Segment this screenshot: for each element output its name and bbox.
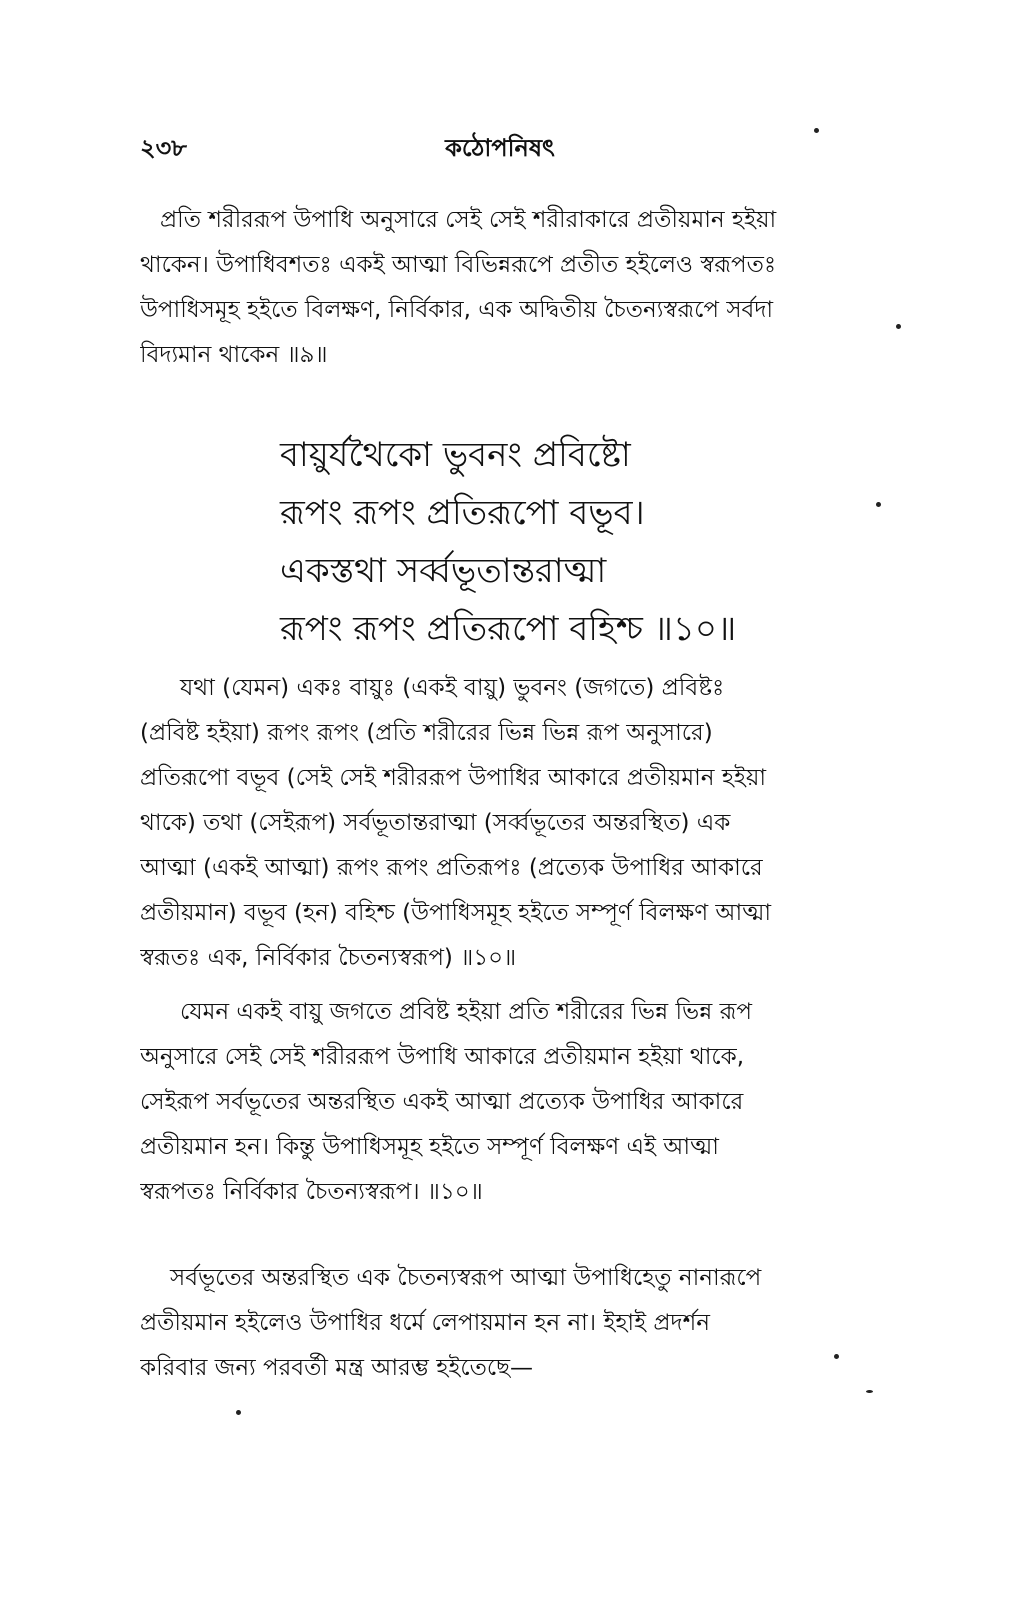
sanskrit-verse bbox=[280, 426, 780, 658]
text-line: আত্মা (একই আত্মা) রূপং রূপং প্রতিরূপঃ (প্রত্যেক উপাধির আকারে bbox=[140, 855, 763, 881]
text-line: যেমন একই বায়ু জগতে প্রবিষ্ট হইয়া প্রতি শরীরের ভিন্ন ভিন্ন রূপ bbox=[180, 999, 752, 1025]
page-number: ২৩৮ bbox=[140, 134, 187, 162]
text-line: স্বরূপতঃ নির্বিকার চৈতন্যস্বরূপ। ॥১০॥ bbox=[140, 1179, 483, 1205]
scan-speck bbox=[834, 1354, 839, 1359]
scan-speck bbox=[866, 1390, 873, 1393]
verse-line: একস্তথা সর্ব্বভূতান্তরাত্মা bbox=[280, 551, 607, 591]
text-line: প্রতীয়মান) বভূব (হন) বহিশ্চ (উপাধিসমূহ হইতে সম্পূর্ণ বিলক্ষণ আত্মা bbox=[140, 900, 772, 926]
text-line: প্রতীয়মান হইলেও উপাধির ধর্মে লেপায়মান হন না। ইহাই প্রদর্শন bbox=[140, 1310, 710, 1336]
word-meaning-paragraph bbox=[140, 666, 845, 981]
text-line: থাকে) তথা (সেইরূপ) সর্বভূতান্তরাত্মা (সর্ব্বভূতের অন্তরস্থিত) এক bbox=[140, 810, 731, 836]
scan-speck bbox=[814, 128, 819, 133]
text-line: করিবার জন্য পরবর্তী মন্ত্র আরম্ভ হইতেছে— bbox=[140, 1355, 534, 1381]
text-line: থাকেন। উপাধিবশতঃ একই আত্মা বিভিন্নরূপে প্রতীত হইলেও স্বরূপতঃ bbox=[140, 252, 777, 278]
running-title: কঠোপনিষৎ bbox=[445, 134, 555, 162]
text-line: (প্রবিষ্ট হইয়া) রূপং রূপং (প্রতি শরীরের ভিন্ন ভিন্ন রূপ অনুসারে) bbox=[140, 720, 713, 746]
commentary-paragraph-1 bbox=[140, 198, 845, 378]
text-line: সেইরূপ সর্বভূতের অন্তরস্থিত একই আত্মা প্রত্যেক উপাধির আকারে bbox=[140, 1089, 744, 1115]
text-line: প্রতি শরীররূপ উপাধি অনুসারে সেই সেই শরীরাকারে প্রতীয়মান হইয়া bbox=[160, 207, 777, 233]
scan-speck bbox=[236, 1410, 241, 1415]
page-header bbox=[140, 130, 860, 170]
scan-speck bbox=[896, 324, 901, 329]
verse-line: রূপং রূপং প্রতিরূপো বহিশ্চ ॥১০॥ bbox=[280, 609, 737, 649]
text-line: প্রতিরূপো বভূব (সেই সেই শরীররূপ উপাধির আকারে প্রতীয়মান হইয়া bbox=[140, 765, 767, 791]
introduction-paragraph bbox=[140, 1256, 845, 1391]
scan-speck bbox=[876, 502, 881, 507]
text-line: উপাধিসমূহ হইতে বিলক্ষণ, নির্বিকার, এক অদ্বিতীয় চৈতন্যস্বরূপে সর্বদা bbox=[140, 297, 774, 323]
translation-paragraph bbox=[140, 990, 845, 1215]
text-line: স্বরূতঃ এক, নির্বিকার চৈতন্যস্বরূপ) ॥১০॥ bbox=[140, 945, 517, 971]
text-line: অনুসারে সেই সেই শরীররূপ উপাধি আকারে প্রতীয়মান হইয়া থাকে, bbox=[140, 1044, 745, 1070]
text-line: প্রতীয়মান হন। কিন্তু উপাধিসমূহ হইতে সম্পূর্ণ বিলক্ষণ এই আত্মা bbox=[140, 1134, 719, 1160]
text-line: বিদ্যমান থাকেন ॥৯॥ bbox=[140, 342, 328, 368]
text-line: সর্বভূতের অন্তরস্থিত এক চৈতন্যস্বরূপ আত্মা উপাধিহেতু নানারূপে bbox=[170, 1265, 762, 1291]
verse-line: বায়ুর্যথৈকো ভুবনং প্রবিষ্টো bbox=[280, 435, 631, 475]
text-line: যথা (যেমন) একঃ বায়ুঃ (একই বায়ু) ভুবনং (জগতে) প্রবিষ্টঃ bbox=[180, 675, 725, 701]
verse-line: রূপং রূপং প্রতিরূপো বভূব। bbox=[280, 493, 645, 533]
